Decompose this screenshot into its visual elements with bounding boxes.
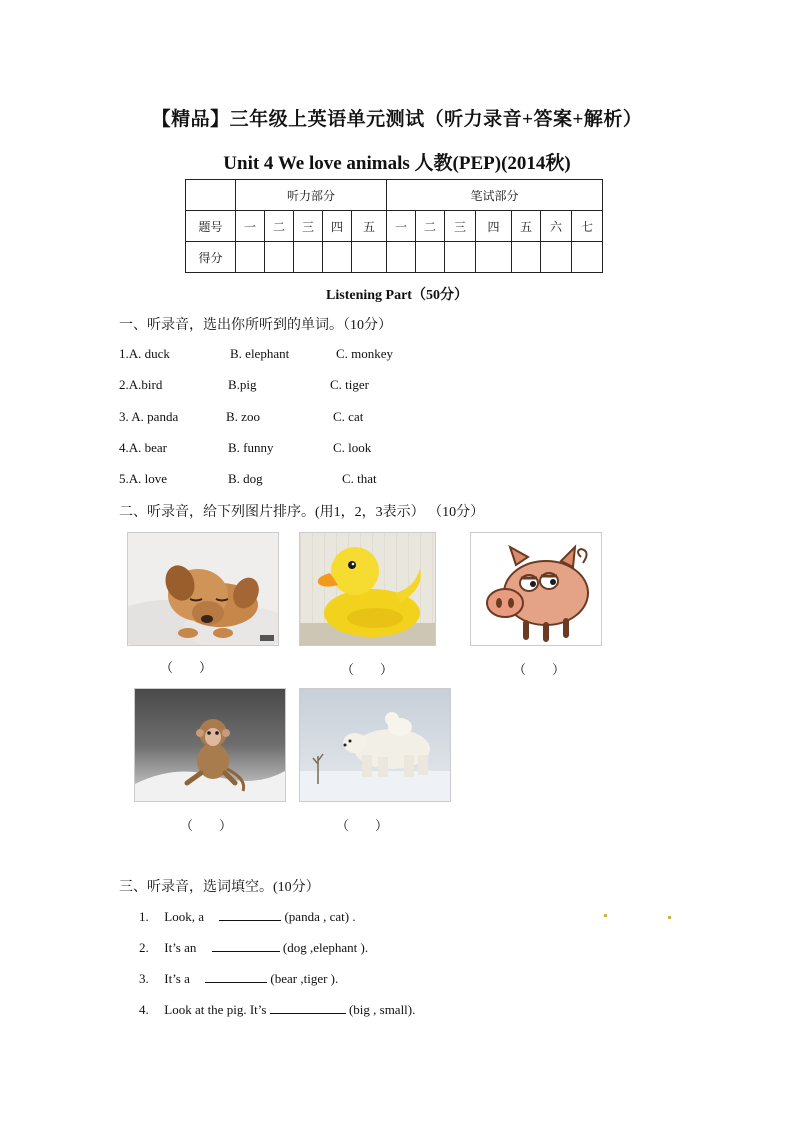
fill-question-3 [139, 970, 338, 987]
question-5-option-b: B. dog [228, 471, 263, 486]
score-cell[interactable] [236, 242, 265, 273]
fill-question-2-number: 2. [139, 940, 149, 955]
score-cell[interactable] [323, 242, 352, 273]
score-cell[interactable] [294, 242, 323, 273]
listening-part-heading: Listening Part（50分） [326, 288, 468, 303]
question-4-option-b: B. funny [228, 440, 274, 455]
question-5-option-a: 5.A. love [119, 471, 168, 486]
listening-col: 五 [352, 211, 387, 242]
cartoon-pig-illustration [471, 533, 601, 645]
answer-paren-5[interactable]: （ ） [336, 818, 389, 833]
fill-question-2-choices: (dog ,elephant ). [282, 940, 369, 955]
score-cell[interactable] [476, 242, 512, 273]
fill-question-1-choices: (panda , cat) . [284, 909, 356, 924]
score-cell[interactable] [387, 242, 416, 273]
fill-question-2-prefix: It’s an [164, 940, 197, 955]
section3-heading: 三、听录音，选词填空。(10分） [119, 880, 320, 895]
monkey-image [134, 688, 286, 802]
fill-question-3-choices: (bear ,tiger ). [270, 971, 339, 986]
answer-paren-3[interactable]: （ ） [513, 662, 566, 677]
score-cell[interactable] [541, 242, 572, 273]
section1-heading: 一、听录音，选出你所听到的单词。（10分） [119, 318, 392, 333]
puppy-illustration [128, 533, 278, 645]
question-4-option-c: C. look [333, 440, 372, 455]
score-cell[interactable] [445, 242, 476, 273]
stray-dot [604, 914, 607, 917]
fill-question-2 [139, 939, 368, 956]
answer-paren-4[interactable]: （ ） [180, 818, 233, 833]
cartoon-pig-image [470, 532, 602, 646]
writing-col: 五 [512, 211, 541, 242]
page-subtitle: Unit 4 We love animals 人教(PEP)(2014秋) [223, 153, 571, 174]
question-2-option-a: 2.A.bird [119, 377, 163, 392]
fill-blank-1[interactable] [219, 908, 281, 921]
polar-bears-image [299, 688, 451, 802]
rubber-duck-illustration [300, 533, 435, 645]
fill-blank-3[interactable] [205, 970, 267, 983]
question-4-option-a: 4.A. bear [119, 440, 168, 455]
monkey-illustration [135, 689, 285, 801]
fill-question-1-prefix: Look, a [164, 909, 204, 924]
page-title: 【精品】三年级上英语单元测试（听力录音+答案+解析） [151, 109, 643, 130]
score-table [185, 179, 603, 273]
fill-question-1 [139, 908, 356, 925]
question-1-option-b: B. elephant [230, 346, 290, 361]
score-cell[interactable] [512, 242, 541, 273]
question-1-option-c: C. monkey [336, 346, 394, 361]
fill-question-4-number: 4. [139, 1002, 149, 1017]
section2-heading: 二、听录音，给下列图片排序。(用1，2，3表示） （10分） [119, 505, 485, 520]
writing-col: 六 [541, 211, 572, 242]
writing-col: 七 [572, 211, 603, 242]
writing-header: 笔试部分 [387, 180, 603, 211]
listening-col: 四 [323, 211, 352, 242]
listening-col: 二 [265, 211, 294, 242]
fill-blank-4[interactable] [270, 1001, 346, 1014]
listening-col: 三 [294, 211, 323, 242]
score-cell[interactable] [265, 242, 294, 273]
fill-question-4-choices: (big , small). [348, 1002, 416, 1017]
rubber-duck-image [299, 532, 436, 646]
question-3-option-c: C. cat [333, 409, 364, 424]
fill-question-4 [139, 1001, 415, 1018]
question-2-option-c: C. tiger [330, 377, 369, 392]
score-table-corner [186, 180, 236, 211]
listening-header: 听力部分 [236, 180, 387, 211]
writing-col: 四 [476, 211, 512, 242]
writing-col: 一 [387, 211, 416, 242]
score-cell[interactable] [352, 242, 387, 273]
writing-col: 三 [445, 211, 476, 242]
score-cell[interactable] [572, 242, 603, 273]
question-1-option-a: 1.A. duck [119, 346, 170, 361]
fill-blank-2[interactable] [212, 939, 280, 952]
answer-paren-1[interactable]: （ ） [160, 660, 213, 675]
stray-dot [668, 916, 671, 919]
row-label-score: 得分 [186, 242, 236, 273]
listening-col: 一 [236, 211, 265, 242]
fill-question-4-prefix: Look at the pig. It’s [164, 1002, 267, 1017]
row-label-number: 题号 [186, 211, 236, 242]
fill-question-3-number: 3. [139, 971, 149, 986]
fill-question-1-number: 1. [139, 909, 149, 924]
polar-bears-illustration [300, 689, 450, 801]
question-3-option-b: B. zoo [226, 409, 260, 424]
answer-paren-2[interactable]: （ ） [341, 662, 394, 677]
question-2-option-b: B.pig [228, 377, 257, 392]
score-cell[interactable] [416, 242, 445, 273]
question-5-option-c: C. that [342, 471, 377, 486]
puppy-image [127, 532, 279, 646]
fill-question-3-prefix: It’s a [164, 971, 190, 986]
question-3-option-a: 3. A. panda [119, 409, 179, 424]
writing-col: 二 [416, 211, 445, 242]
